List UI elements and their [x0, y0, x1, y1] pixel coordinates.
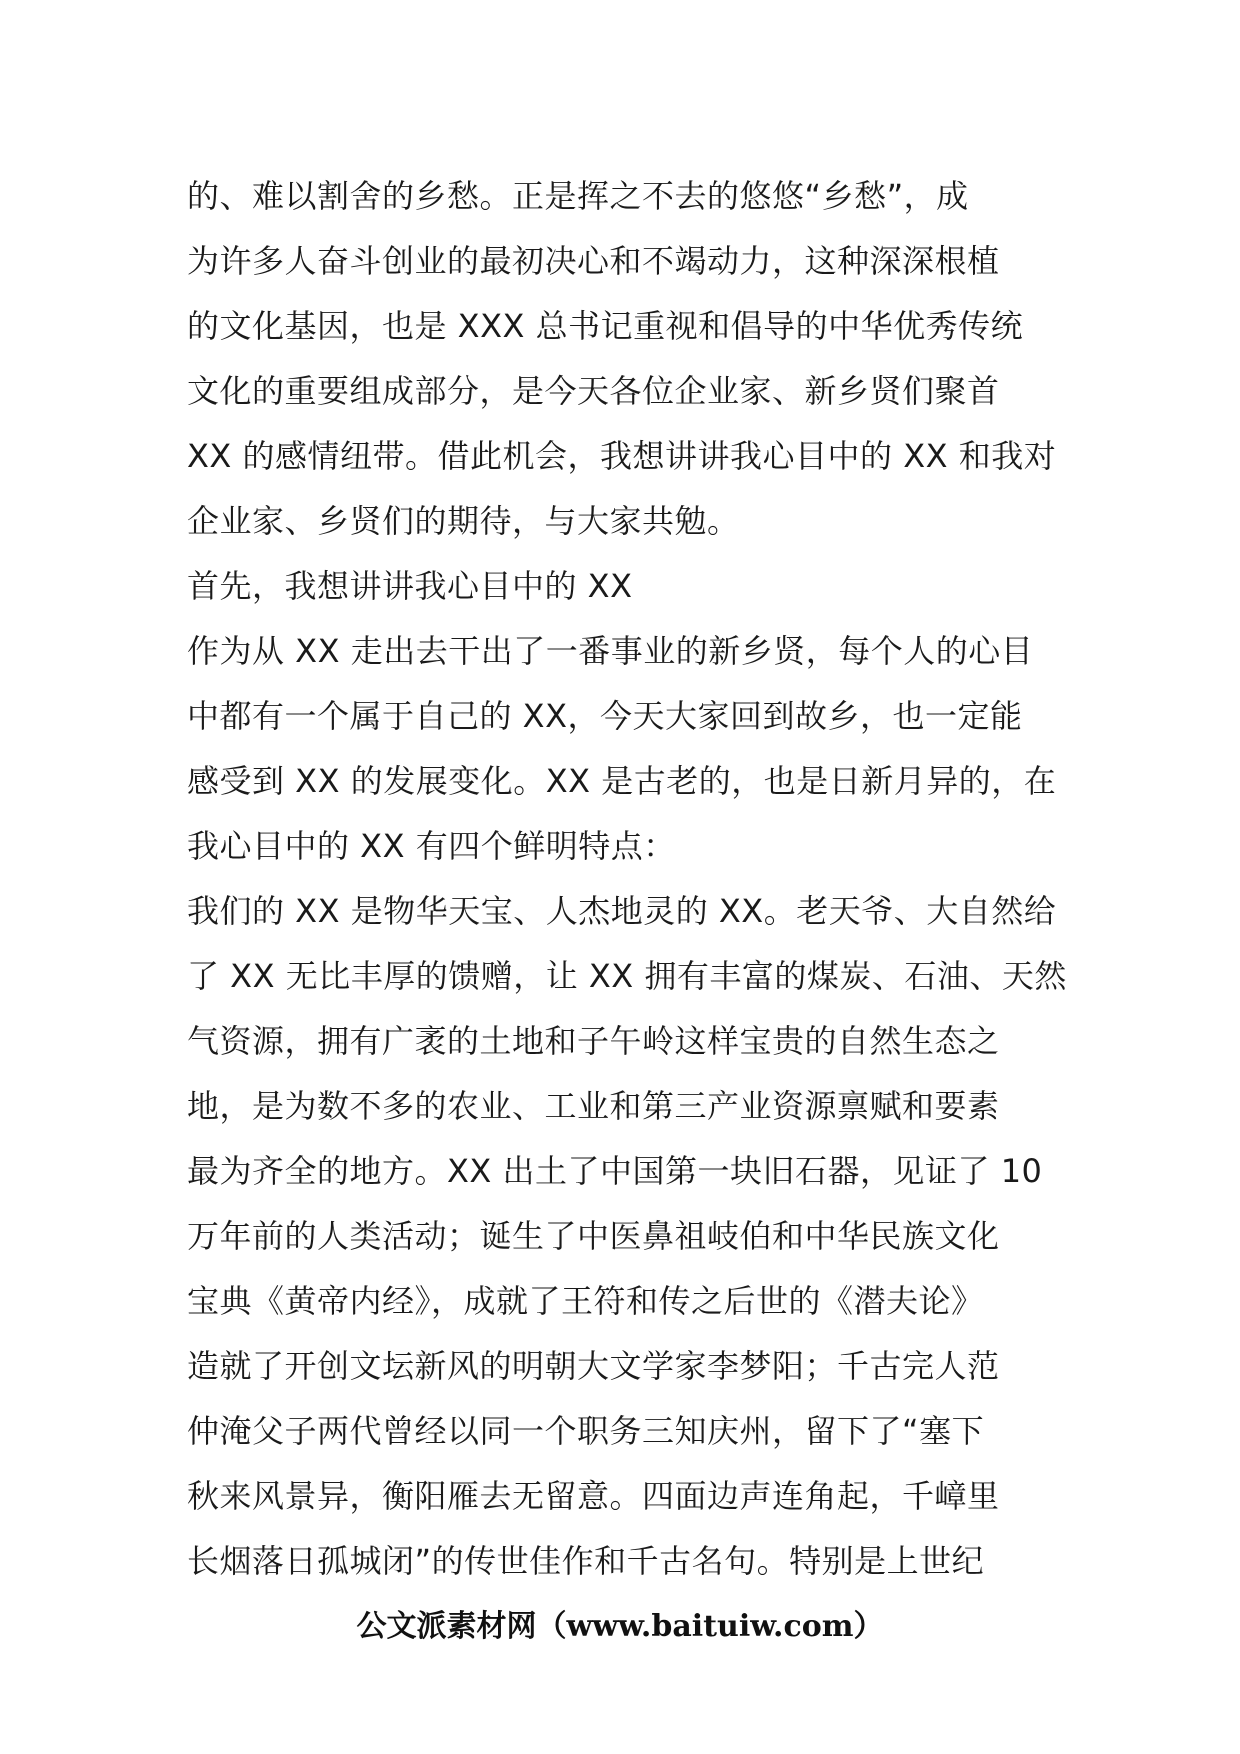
text-line: XX 的感情纽带。借此机会，我想讲讲我心目中的 XX 和我对 — [187, 437, 1057, 475]
text-line: 的、难以割舍的乡愁。正是挥之不去的悠悠“乡愁”，成 — [187, 177, 969, 215]
text-line: 气资源，拥有广袤的土地和子午岭这样宝贵的自然生态之 — [187, 1022, 1000, 1060]
text-line: 感受到 XX 的发展变化。XX 是古老的，也是日新月异的，在 — [187, 762, 1057, 800]
document-body — [187, 164, 1067, 1594]
text-line: 万年前的人类活动；诞生了中医鼻祖岐伯和中华民族文化 — [187, 1217, 1000, 1255]
section-heading: 首先，我想讲讲我心目中的 XX — [187, 567, 633, 605]
text-line: 企业家、乡贤们的期待，与大家共勉。 — [187, 502, 740, 540]
text-line: 的文化基因，也是 XXX 总书记重视和倡导的中华优秀传统 — [187, 307, 1024, 345]
text-line: 仲淹父子两代曾经以同一个职务三知庆州，留下了“塞下 — [187, 1412, 985, 1450]
text-line: 我们的 XX 是物华天宝、人杰地灵的 XX。老天爷、大自然给 — [187, 892, 1057, 930]
text-line: 宝典《黄帝内经》，成就了王符和传之后世的《潜夫论》 — [187, 1282, 984, 1320]
text-line: 为许多人奋斗创业的最初决心和不竭动力，这种深深根植 — [187, 242, 1000, 280]
text-line: 中都有一个属于自己的 XX，今天大家回到故乡，也一定能 — [187, 697, 1023, 735]
text-line: 造就了开创文坛新风的明朝大文学家李梦阳；千古完人范 — [187, 1347, 1000, 1385]
text-line: 文化的重要组成部分，是今天各位企业家、新乡贤们聚首 — [187, 372, 1000, 410]
text-line: 了 XX 无比丰厚的馈赠，让 XX 拥有丰富的煤炭、石油、天然 — [187, 957, 1067, 995]
text-line: 长烟落日孤城闭”的传世佳作和千古名句。特别是上世纪 — [187, 1542, 985, 1580]
footer-watermark: 公文派素材网（www.baituiw.com） — [356, 1609, 884, 1644]
text-line: 我心目中的 XX 有四个鲜明特点： — [187, 827, 676, 865]
text-line: 最为齐全的地方。XX 出土了中国第一块旧石器，见证了 10 — [187, 1152, 1043, 1190]
text-line: 地，是为数不多的农业、工业和第三产业资源禀赋和要素 — [187, 1087, 1000, 1125]
text-line: 秋来风景异，衡阳雁去无留意。四面边声连角起，千嶂里 — [187, 1477, 1000, 1515]
text-line: 作为从 XX 走出去干出了一番事业的新乡贤，每个人的心目 — [187, 632, 1034, 670]
